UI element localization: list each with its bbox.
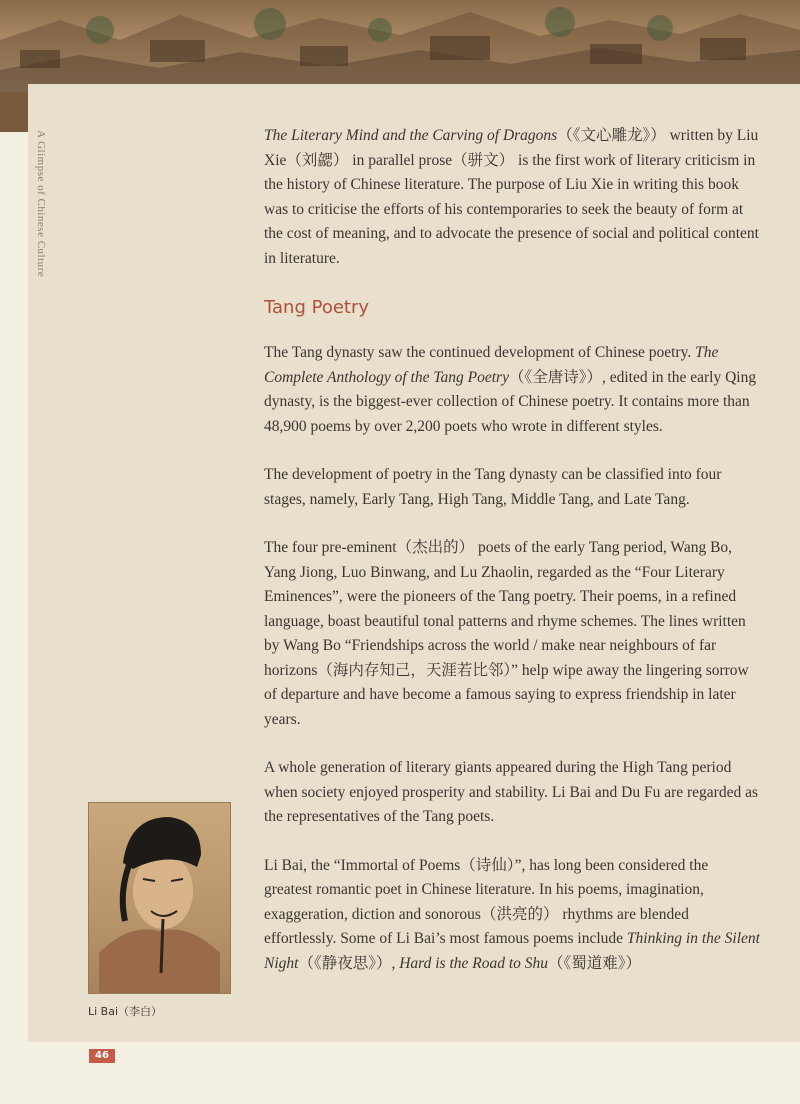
article-body (264, 124, 760, 1000)
poem-title: Hard is the Road to Shu (399, 954, 549, 972)
text-span: poets of the early Tang period, Wang Bo, Yang Jiong, Luo Binwang, and Lu Zhaolin, regarded as the “Four Literary Eminences”, were the pioneers of the Tang poetry. Their poems, in a refined language, boast beautiful tonal patterns and rhyme schemes. The lines written by Wang Bo “Friendships across the world / make near neighbours of far horizons (264, 539, 746, 679)
term-cn: （洪亮的） (480, 905, 559, 923)
prose-cn: （骈文） (452, 151, 515, 169)
text-span: ”, has long been considered the greatest romantic poet in Chinese literature. In his poems, imagination, exaggeration, diction and sonorous (264, 856, 709, 923)
book-title: The Literary Mind and the Carving of Dragons (264, 127, 558, 144)
paragraph-four-eminences (264, 536, 760, 732)
left-edge-tab (0, 92, 28, 132)
author-cn: （刘勰） (286, 151, 349, 169)
text-span: , edited in the early Qing dynasty, is the biggest-ever collection of Chinese poetry. It contains more than 48,900 poems by over 2,200 poets who wrote in different styles. (264, 368, 757, 435)
paragraph-four-stages: The development of poetry in the Tang dynasty can be classified into four stages, namely, Early Tang, High Tang, Middle Tang, and Late Tang. (264, 466, 722, 508)
book-title-cn: （《全唐诗》） (508, 368, 602, 386)
text-span: , (391, 954, 400, 972)
poem-title: Thinking in the Silent Night (264, 930, 760, 972)
text-span: Li Bai, the “Immortal of Poems (264, 856, 461, 874)
title-cn: （诗仙） (460, 856, 515, 874)
text-span: in parallel prose (348, 151, 453, 169)
quote-cn: （海内存知己，天涯若比邻） (317, 661, 512, 679)
poem-title-cn: （《蜀道难》） (548, 954, 642, 972)
paragraph-li-bai (264, 854, 760, 977)
running-title: A Glimpse of Chinese Culture (35, 130, 47, 278)
text-span: The Tang dynasty saw the continued development of Chinese poetry. (264, 344, 696, 361)
page-number-badge: 46 (89, 1049, 115, 1063)
li-bai-portrait (88, 802, 231, 994)
paragraph-tang-dynasty (264, 341, 760, 439)
text-span: written by Liu Xie (264, 127, 759, 169)
paragraph-high-tang: A whole generation of literary giants appeared during the High Tang period when society enjoyed prosperity and stability. Li Bai and Du Fu are regarded as the representatives of the Tang poets. (264, 759, 758, 825)
landscape-painting (0, 0, 800, 92)
text-span: The four pre-eminent (264, 539, 397, 556)
portrait-caption: Li Bai（李白） (88, 1005, 163, 1018)
text-span: is the first work of literary criticism in the history of Chinese literature. The purpose of Liu Xie in writing this book was to criticise the efforts of his contemporaries to seek the beauty of form at the cost of meaning, and to advocate the presence of social and political content in literature. (264, 151, 759, 267)
book-title-cn: （《文心雕龙》） (557, 127, 666, 144)
section-heading: Tang Poetry (264, 297, 370, 318)
portrait-illustration (89, 803, 230, 993)
header-painting-banner (0, 0, 800, 92)
text-span: ” help wipe away the lingering sorrow of departure and have become a famous saying to express friendship in later years. (264, 661, 749, 728)
paragraph-literary-mind (264, 124, 760, 271)
text-span: rhythms are blended effortlessly. Some of Li Bai’s most famous poems include (264, 905, 689, 947)
book-title: The Complete Anthology of the Tang Poetry (264, 344, 719, 386)
poem-title-cn: （《静夜思》） (298, 954, 392, 972)
term-cn: （杰出的） (396, 539, 475, 556)
